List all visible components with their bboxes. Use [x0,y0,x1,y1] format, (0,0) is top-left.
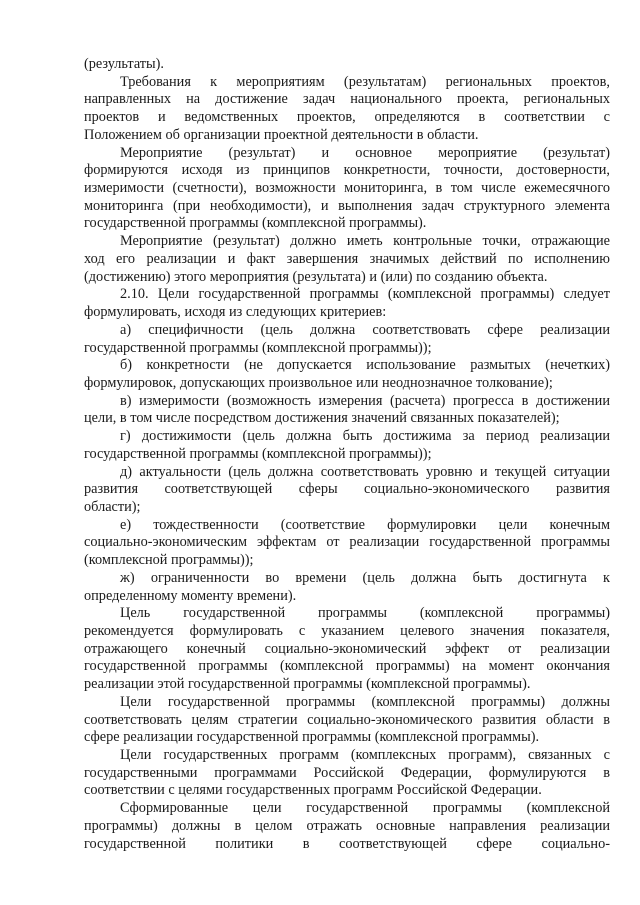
text-line: ж) ограниченности во времени (цель должна быть достигнута к [120,569,610,586]
text-line: а) специфичности (цель должна соответствовать сфере реализации [120,321,610,338]
text-line: Цель государственной программы (комплексной программы) [120,605,610,622]
text-line: направленных на достижение задач национального проекта, региональных [84,91,610,108]
text-line: программы) должны в целом отражать основные направления реализации [84,817,610,834]
text-line: государственной программы (комплексной программы)); [84,339,432,356]
text-line: цели, в том числе посредством достижения значений связанных показателей); [84,410,560,427]
paragraph [84,694,610,747]
text-line: социально-экономическим эффектам от реализации государственной программы [84,534,610,551]
text-line: Положением об организации проектной деятельности в области. [84,126,479,143]
text-line: соответствии с целями государственных программ Российской Федерации. [84,782,542,799]
text-line: б) конкретности (не допускается использование размытых (нечетких) [120,357,610,374]
text-line: ход его реализации и факт завершения значимых действий по исполнению [84,250,610,267]
text-line: реализации этой государственной программы (комплексной программы). [84,676,531,693]
text-line: Сформированные цели государственной программы (комплексной [120,800,610,817]
paragraph [84,464,610,517]
text-line: определенному моменту времени). [84,587,297,604]
text-line: соответствовать целям стратегии социально-экономического развития области в [84,711,610,728]
text-line: государственной программы (комплексной программы)); [84,445,432,462]
paragraph [84,517,610,570]
text-line: рекомендуется формулировать с указанием целевого значения показателя, [84,623,610,639]
text-line: формулировок, допускающих произвольное или неоднозначное толкование); [84,374,553,391]
paragraph [84,74,610,145]
text-line: сфере реализации государственной программы (комплексной программы). [84,729,540,746]
text-line: в) измеримости (возможность измерения (расчета) прогресса в достижении [120,392,610,409]
text-line: государственной программы (комплексной программы). [84,215,427,232]
text-line: мониторинга (при необходимости), и выполнения задач структурного элемента [84,197,610,214]
text-line: г) достижимости (цель должна быть достижима за период реализации [120,428,610,445]
text-line: 2.10. Цели государственной программы (комплексной программы) следует [120,286,610,303]
paragraph [84,286,610,321]
text-line: е) тождественности (соответствие формулировки цели конечным [120,516,610,533]
text-line: Требования к мероприятиям (результатам) региональных проектов, [120,73,610,90]
text-line: Цели государственной программы (комплексной программы) должны [120,693,610,710]
paragraph [84,56,610,74]
text-line: (результаты). [84,56,164,72]
text-line: государственными программами Российской Федерации, формулируются в [84,764,610,781]
text-line: государственной политики в соответствующей сфере социально- [84,835,610,852]
text-line: измеримости (счетности), возможности мониторинга, в том числе ежемесячного [84,180,610,197]
text-line: Мероприятие (результат) должно иметь контрольные точки, отражающие [120,233,610,250]
text-line: области); [84,498,141,515]
text-line: (комплексной программы)); [84,552,254,569]
paragraph [84,233,610,286]
paragraph [84,747,610,800]
text-line: отражающего конечный социально-экономический эффект от реализации [84,640,610,657]
paragraph [84,605,610,694]
paragraph [84,393,610,428]
text-line: д) актуальности (цель должна соответствовать уровню и текущей ситуации [120,463,610,480]
paragraph [84,322,610,357]
text-line: проектов и ведомственных проектов, определяются в соответствии с [84,109,610,126]
text-line: формируются исходя из принципов конкретности, точности, достоверности, [84,162,610,179]
text-line: развития соответствующей сферы социально-экономического развития [84,481,610,498]
paragraph [84,428,610,463]
text-line: формулировать, исходя из следующих критериев: [84,304,387,321]
text-line: государственной программы (комплексной программы) на момент окончания [84,658,610,675]
paragraph [84,357,610,392]
paragraph [84,570,610,605]
text-line: (достижению) этого мероприятия (результата) и (или) по созданию объекта. [84,268,548,285]
document-body [84,56,610,853]
paragraph [84,800,610,853]
text-line: Цели государственных программ (комплексных программ), связанных с [120,747,610,764]
paragraph [84,145,610,234]
text-line: Мероприятие (результат) и основное мероприятие (результат) [120,144,610,161]
